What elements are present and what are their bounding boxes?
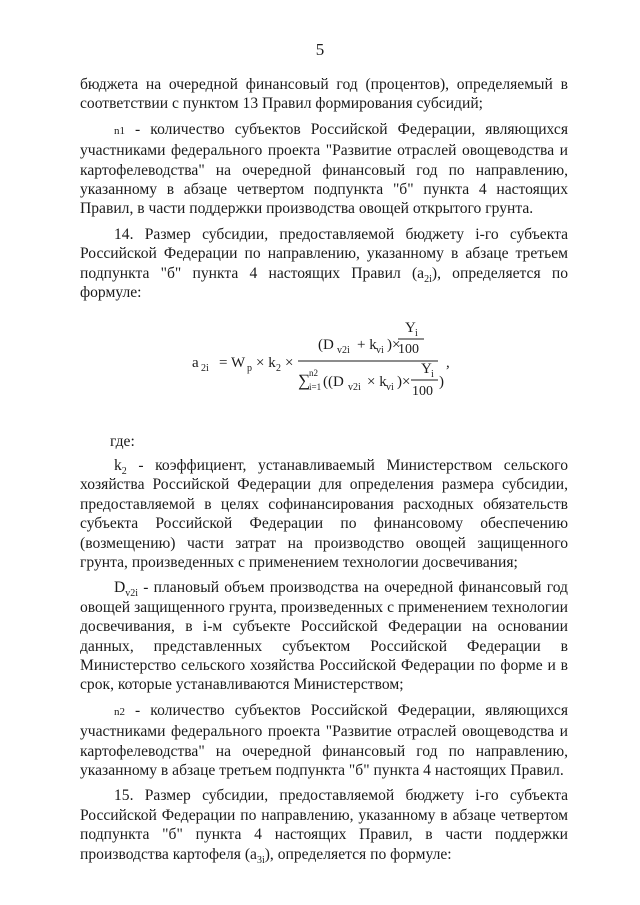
formula-den-y-sub: i xyxy=(431,369,434,381)
document-body xyxy=(80,75,568,870)
definition-n2 xyxy=(80,701,568,781)
formula-lhs: a xyxy=(192,355,199,372)
formula-w-sub: p xyxy=(247,363,252,375)
formula-num-plus: + k xyxy=(357,337,377,354)
formula-lhs-sub: 2i xyxy=(201,363,209,375)
formula-times-k: × k xyxy=(256,355,276,372)
paragraph-14-tail: ), определяется по формуле: xyxy=(80,264,569,302)
symbol-k2-sub: 2 xyxy=(121,465,127,477)
symbol-a3i-sub: 3i xyxy=(256,854,265,866)
paragraph-14 xyxy=(80,225,568,303)
definition-k2 xyxy=(80,456,568,572)
formula-num-y: Y xyxy=(405,320,416,337)
paragraph-14-text: 14. Размер субсидии, предоставляемой бюджету i-го субъекта Российской Федерации по направлению, указанному в абзаце третьем подпункта "б" пункта 4 настоящих Правил ( xyxy=(80,225,568,282)
formula-num-k-sub: vi xyxy=(376,345,384,357)
formula-den-d-sub: v2i xyxy=(348,382,361,394)
formula-comma: , xyxy=(446,355,450,372)
definition-n1-text: - количество субъектов Российской Федерации, являющихся участниками федерального проекта "Развитие отраслей овощеводства и картофелеводства" на очередной финансовый год по направлению, указанному в абзаце четвертом подпункта "б" пункта 4 настоящих Правил, в части поддержки производства овощей открытого грунта. xyxy=(80,120,568,218)
definition-n2-text: - количество субъектов Российской Федерации, являющихся участниками федерального проекта "Развитие отраслей овощеводства и картофелеводства" на очередной финансовый год по направлению, указанному в абзаце третьем подпункта "б" пункта 4 настоящих Правил. xyxy=(80,701,568,779)
paragraph-continuation: бюджета на очередной финансовый год (процентов), определяемый в соответствии с пунктом 13 Правил формирования субсидий; xyxy=(80,76,568,113)
formula-den-y: Y xyxy=(421,361,432,378)
formula-den-mult: × k xyxy=(367,374,387,391)
formula-den-lower: i=1 xyxy=(309,382,322,393)
formula-num-100: 100 xyxy=(398,342,419,358)
formula-den-sum: ∑ xyxy=(298,371,311,391)
definition-dv2i-text: - плановый объем производства на очередной финансовый год овощей защищенного грунта, произведенных с применением технологии досвечивания, в i-м субъекте Российской Федерации на основании данных, представленных субъектом Российской Федерации в Министерство сельского хозяйства Российской Федерации по форме и в срок, которые устанавливаются Министерством; xyxy=(80,579,568,694)
formula-den-100: 100 xyxy=(412,384,433,400)
formula-num-open: (D xyxy=(318,337,334,354)
formula-svg xyxy=(80,318,568,406)
definition-n1 xyxy=(80,120,568,219)
formula-k-sub: 2 xyxy=(276,363,281,375)
formula-den-upper: n2 xyxy=(309,368,318,379)
formula-num-d-sub: v2i xyxy=(337,345,350,357)
formula-den-k-sub: vi xyxy=(386,382,394,394)
symbol-k2: k xyxy=(114,456,122,474)
symbol-n2: n2 xyxy=(114,705,125,718)
symbol-dv2i: D xyxy=(114,579,126,597)
formula-a2i xyxy=(80,318,568,406)
symbol-n1: n1 xyxy=(114,124,125,137)
paragraph-15-text: 15. Размер субсидии, предоставляемой бюджету i-го субъекта Российской Федерации по направлению, указанному в абзаце четвертом подпункта "б" пункта 4 настоящих Правил, в части поддержки производства картофеля ( xyxy=(80,787,568,863)
where-label: где: xyxy=(110,433,135,451)
formula-eq-w: = W xyxy=(219,355,246,372)
definition-k2-text: - коэффициент, устанавливаемый Министерством сельского хозяйства Российской Федерации для определения размера субсидии, предоставляемой в целях софинансирования расходных обязательств субъекта Российской Федерации по финансовому обеспечению (возмещению) части затрат на производство овощей защищенного грунта, произведенных с применением технологии досвечивания; xyxy=(80,456,568,571)
formula-num-close: )× xyxy=(387,337,401,354)
formula-num-y-sub: i xyxy=(415,328,418,340)
symbol-a2i: a xyxy=(417,264,425,282)
paragraph-15-tail: ), определяется по формуле: xyxy=(264,845,452,863)
symbol-a3i: a xyxy=(250,845,257,863)
formula-den-open: ((D xyxy=(323,374,344,391)
page-number: 5 xyxy=(315,40,325,59)
formula-times: × xyxy=(285,355,294,372)
symbol-a2i-sub: 2i xyxy=(424,273,432,285)
formula-den-end: ) xyxy=(439,374,444,391)
formula-den-close: )× xyxy=(397,374,411,391)
symbol-dv2i-sub: v2i xyxy=(125,588,139,600)
definition-dv2i xyxy=(80,578,568,694)
paragraph-15 xyxy=(80,786,568,864)
